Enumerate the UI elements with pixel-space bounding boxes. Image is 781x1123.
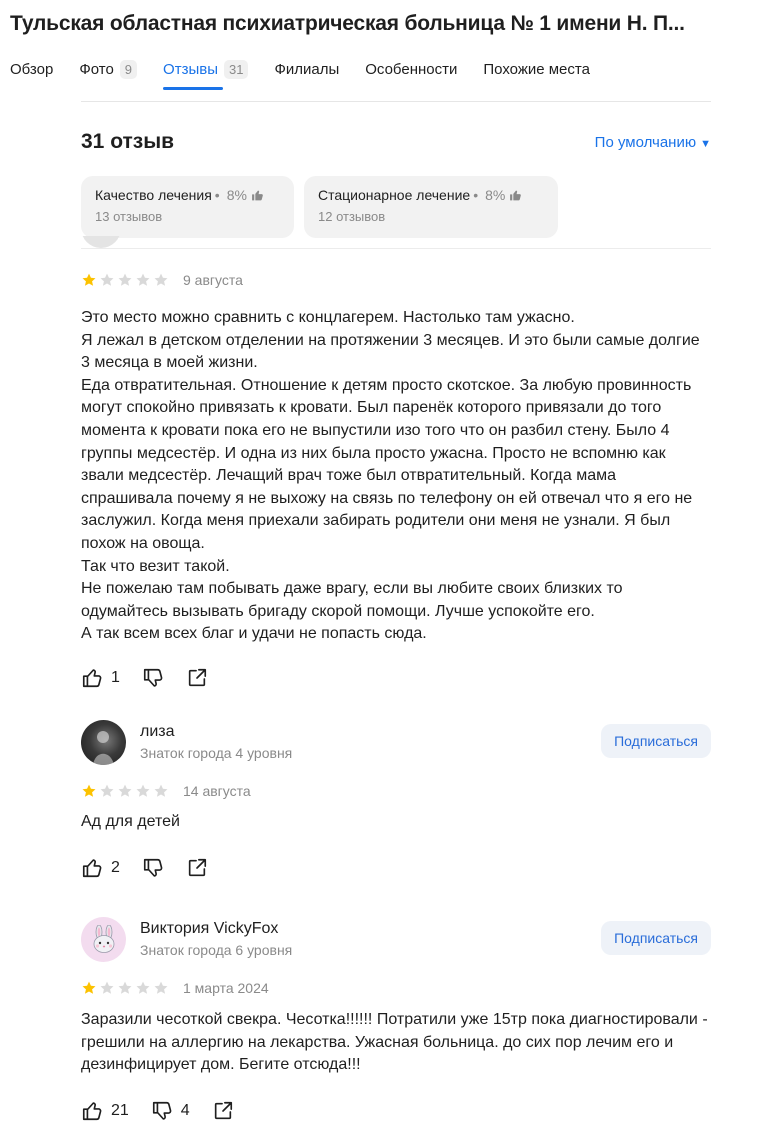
reviews-count: 31 отзыв	[81, 130, 175, 153]
like-button[interactable]	[81, 667, 120, 689]
bunny-icon	[91, 925, 117, 953]
dislike-button[interactable]	[151, 1100, 190, 1122]
tab-label: Филиалы	[274, 60, 340, 78]
star-icon	[81, 272, 97, 288]
review-text: Заразили чесоткой свекра. Чесотка!!!!!! Потратили уже 15тр пока диагностировали - грешили на аллергию на лекарства. Ужасная больница. до сих пор лечим его и дезинфицирует дом. Бегите отсюда!!!	[81, 1011, 708, 1074]
sort-dropdown[interactable]	[595, 134, 711, 151]
review-actions	[81, 855, 721, 881]
thumbs-up-icon	[81, 857, 103, 879]
author-name[interactable]: лиза	[140, 723, 175, 740]
thumbs-up-icon	[81, 1100, 103, 1122]
avatar	[81, 236, 121, 248]
thumbs-down-icon	[142, 857, 164, 879]
share-icon	[186, 667, 208, 689]
scroll-divider	[81, 248, 711, 249]
star-icon	[117, 783, 133, 799]
star-icon	[135, 272, 151, 288]
review-actions	[81, 1098, 721, 1123]
thumbs-up-icon	[81, 667, 103, 689]
separator-dot: •	[214, 187, 220, 203]
thumbs-up-icon	[251, 189, 264, 202]
thumbs-up-icon	[509, 189, 522, 202]
review-card	[81, 270, 721, 691]
star-icon	[99, 980, 115, 996]
share-button[interactable]	[186, 667, 208, 689]
thumbs-down-icon	[142, 667, 164, 689]
tab-label: Особенности	[365, 60, 458, 78]
aspect-percent: 8%	[226, 187, 247, 203]
review-text: Это место можно сравнить с концлагерем. Настолько там ужасно. Я лежал в детском отделении на протяжении 3 месяцев. И это были самые долгие 3 месяца в моей жизни. Еда отвратительная. Отношение к детям просто скотское. За любую провинность могут спокойно привязать к кровати. Был паренёк которого привязали до того момента к кровати пока его не выпустили изо того что он разбил стену. Было 4 группы медсестёр. И одна из них была просто ужасна. Просто не вспомню как звали медсестёр. Лечащий врач тоже был отвратительный. Когда мама спрашивала почему я не выхожу на связь по телефону он ей отвечал что я его не заслужил. Когда меня приехали забирать родители они меня не узнали. Я был похож на овоща. Так что везит такой. Не пожелаю там побывать даже врагу, если вы любите своих близких то одумайтесь вызывать бригаду скорой помощи. Лучше успокойте его. А так всем всех благ и удачи не попасть сюда.	[81, 309, 700, 643]
aspect-percent: 8%	[485, 187, 506, 203]
separator-dot: •	[473, 187, 479, 203]
tab-label: Отзывы	[163, 60, 218, 78]
sort-label: По умолчанию	[594, 133, 697, 151]
review-actions	[81, 665, 721, 691]
tab-branches[interactable]	[274, 58, 339, 80]
avatar[interactable]	[81, 917, 126, 962]
star-icon	[117, 272, 133, 288]
aspect-review-count: 13 отзывов	[95, 209, 163, 224]
review-date: 1 марта 2024	[183, 980, 269, 996]
page-title: Тульская областная психиатрическая больница № 1 имени Н. П...	[10, 12, 685, 35]
thumbs-down-icon	[151, 1100, 173, 1122]
tab-count-badge: 31	[224, 60, 248, 79]
like-count: 2	[111, 858, 120, 876]
star-icon	[135, 783, 151, 799]
like-button[interactable]	[81, 1100, 129, 1122]
aspect-chip-inpatient-treatment[interactable]	[304, 176, 558, 238]
aspect-name: Качество лечения	[95, 187, 212, 203]
aspect-chip-treatment-quality[interactable]	[81, 176, 294, 238]
dislike-count: 4	[180, 1101, 190, 1119]
tab-features[interactable]	[365, 58, 457, 80]
like-count: 1	[111, 668, 120, 686]
star-icon	[117, 980, 133, 996]
star-rating	[81, 783, 169, 799]
review-date: 14 августа	[183, 783, 251, 799]
share-button[interactable]	[212, 1100, 234, 1122]
review-text: Ад для детей	[81, 813, 180, 830]
star-icon	[135, 980, 151, 996]
dislike-button[interactable]	[142, 667, 164, 689]
tab-label: Обзор	[10, 60, 54, 78]
reviews-header	[81, 130, 711, 154]
review-date: 9 августа	[183, 272, 243, 288]
aspect-filters	[81, 176, 558, 238]
tab-count-badge: 9	[120, 60, 137, 79]
tab-label: Похожие места	[483, 60, 590, 78]
tab-label: Фото	[79, 60, 114, 78]
dislike-button[interactable]	[142, 857, 164, 879]
star-icon	[81, 783, 97, 799]
author-level: Знаток города 4 уровня	[140, 745, 293, 761]
star-icon	[99, 783, 115, 799]
subscribe-button[interactable]: Подписаться	[601, 921, 711, 955]
review-card	[81, 915, 721, 1123]
tab-bar	[10, 58, 616, 92]
tabs-divider	[81, 101, 711, 102]
tab-photos[interactable]	[79, 58, 137, 80]
share-icon	[186, 857, 208, 879]
review-header	[81, 915, 721, 963]
star-rating	[81, 980, 169, 996]
aspect-name: Стационарное лечение	[318, 187, 471, 203]
share-button[interactable]	[186, 857, 208, 879]
star-icon	[153, 783, 169, 799]
subscribe-button[interactable]: Подписаться	[601, 724, 711, 758]
rating-row	[81, 978, 721, 998]
avatar-photo	[81, 720, 126, 765]
aspect-review-count: 12 отзывов	[318, 209, 386, 224]
rating-row	[81, 781, 721, 801]
tab-reviews[interactable]	[163, 58, 248, 80]
rating-row	[81, 270, 721, 290]
review-card	[81, 718, 721, 881]
tab-overview[interactable]	[10, 58, 53, 80]
chevron-down-icon: ▼	[700, 137, 711, 150]
star-icon	[153, 980, 169, 996]
like-count: 21	[111, 1101, 129, 1119]
star-icon	[99, 272, 115, 288]
avatar[interactable]	[81, 720, 126, 765]
star-icon	[153, 272, 169, 288]
star-rating	[81, 272, 169, 288]
star-icon	[81, 980, 97, 996]
author-level: Знаток города 6 уровня	[140, 942, 293, 958]
tab-similar-places[interactable]	[483, 58, 590, 80]
author-name[interactable]: Виктория VickyFox	[140, 920, 279, 937]
like-button[interactable]	[81, 857, 120, 879]
review-header	[81, 718, 721, 766]
share-icon	[212, 1100, 234, 1122]
